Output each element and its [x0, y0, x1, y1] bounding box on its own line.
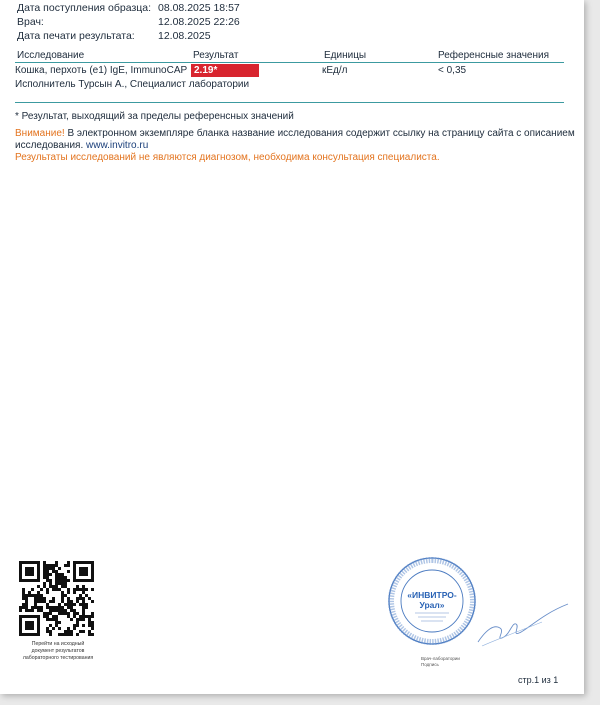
- row-reference: < 0,35: [438, 65, 467, 76]
- qr-caption-line1: Перейти на исходный: [31, 641, 85, 647]
- row-units: кЕд/л: [322, 65, 348, 76]
- notice-line1: [15, 128, 575, 139]
- header-test: Исследование: [17, 50, 85, 61]
- page-number: стр.1 из 1: [518, 675, 559, 685]
- seal-center-top: «ИНВИТРО-: [407, 590, 457, 600]
- seal-stamp-icon: [387, 556, 477, 646]
- row-test-name[interactable]: Кошка, перхоть (e1) IgE, ImmunoCAP: [15, 65, 188, 76]
- signature-icon: [472, 600, 572, 650]
- seal-note-line2: Подпись: [421, 662, 439, 667]
- notice-line2: [15, 140, 148, 151]
- qr-caption: [10, 641, 106, 662]
- header-divider: [15, 62, 564, 63]
- received-label: Дата поступления образца:: [17, 2, 152, 14]
- received-value: 08.08.2025 18:57: [158, 2, 240, 14]
- seal-note: [421, 656, 460, 668]
- section-divider: [15, 102, 564, 103]
- qr-caption-line2: документ результатов: [31, 648, 85, 654]
- notice-text2: исследования.: [15, 140, 87, 151]
- doctor-value: 12.08.2025 22:26: [158, 16, 240, 28]
- attention-label: Внимание!: [15, 128, 65, 139]
- print-label: Дата печати результата:: [17, 30, 135, 42]
- header-reference: Референсные значения: [438, 50, 550, 61]
- result-flag: 2.19*: [191, 64, 259, 77]
- performer: Исполнитель Турсын А., Специалист лаборатории: [15, 79, 250, 90]
- footnote: * Результат, выходящий за пределы референсных значений: [15, 111, 294, 122]
- disclaimer: Результаты исследований не являются диагнозом, необходима консультация специалиста.: [15, 152, 440, 163]
- invitro-link[interactable]: www.invitro.ru: [86, 140, 149, 151]
- header-result: Результат: [193, 50, 239, 61]
- header-units: Единицы: [324, 50, 367, 61]
- seal-note-line1: Врач-лаборатории: [421, 656, 460, 661]
- qr-caption-line3: лабораторного тестирования: [22, 655, 94, 661]
- qr-code-icon[interactable]: [19, 561, 94, 636]
- doctor-label: Врач:: [17, 16, 44, 28]
- notice-text: В электронном экземпляре бланка название исследования содержит ссылку на страницу сайта с описанием: [64, 128, 575, 139]
- seal-center-bottom: Урал»: [419, 600, 445, 610]
- print-value: 12.08.2025: [158, 30, 211, 42]
